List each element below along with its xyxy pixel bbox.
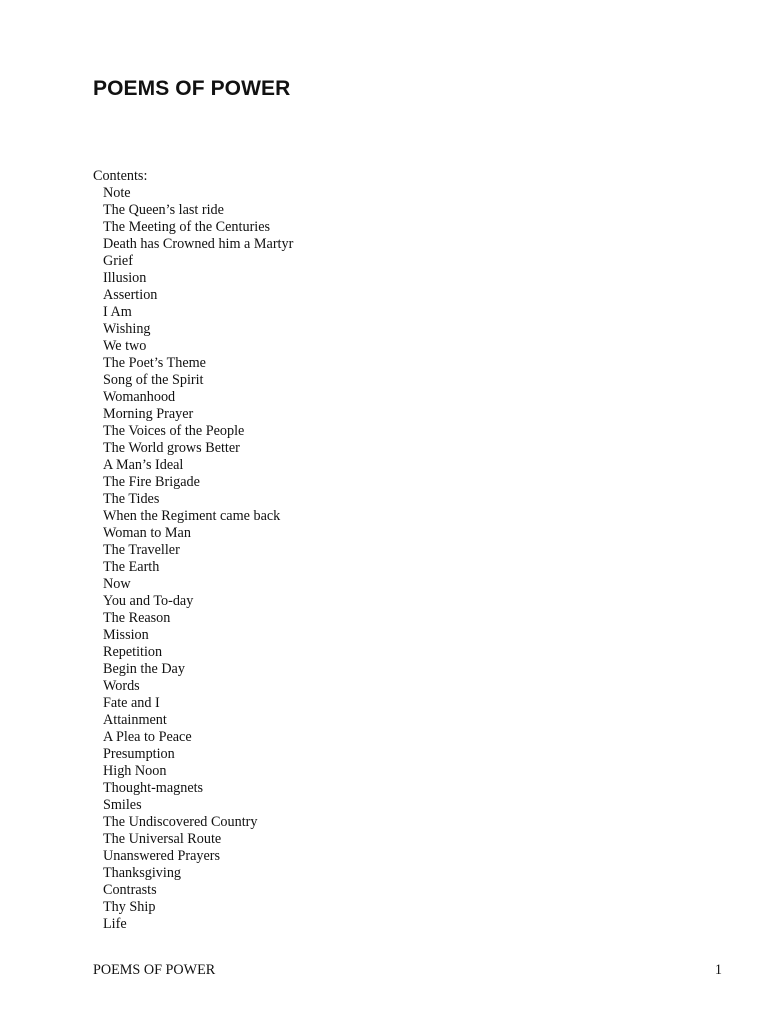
toc-entry[interactable]: We two [103,338,147,354]
toc-entry[interactable]: Contrasts [103,882,157,898]
toc-entry[interactable]: The Traveller [103,542,180,558]
toc-entry[interactable]: High Noon [103,763,167,779]
footer-page-number: 1 [714,962,722,978]
toc-entry[interactable]: Song of the Spirit [103,372,204,388]
toc-entry[interactable]: Womanhood [103,389,176,405]
toc-entry[interactable]: The Poet’s Theme [103,355,206,371]
toc-entry[interactable]: The Earth [103,559,160,575]
toc-entry[interactable]: Smiles [103,797,142,813]
toc-entry[interactable]: The Meeting of the Centuries [103,219,271,235]
toc-entry[interactable]: The Queen’s last ride [103,202,224,218]
toc-entry[interactable]: Note [103,185,131,201]
toc-entry[interactable]: The Reason [103,610,171,626]
toc-entry[interactable]: You and To-day [103,593,194,609]
toc-entry[interactable]: Thought-magnets [103,780,204,796]
toc-list [93,185,293,933]
toc-entry[interactable]: Life [103,916,127,932]
contents-heading: Contents: [93,168,148,184]
toc-entry[interactable]: Mission [103,627,149,643]
toc-entry[interactable]: Death has Crowned him a Martyr [103,236,294,252]
toc-entry[interactable]: Now [103,576,131,592]
toc-entry[interactable]: The World grows Better [103,440,240,456]
table-of-contents [93,168,293,933]
toc-entry[interactable]: The Undiscovered Country [103,814,258,830]
page-title: POEMS OF POWER [93,77,291,100]
toc-entry[interactable]: Morning Prayer [103,406,194,422]
toc-entry[interactable]: I Am [103,304,132,320]
toc-entry[interactable]: Repetition [103,644,163,660]
toc-entry[interactable]: A Plea to Peace [103,729,192,745]
toc-entry[interactable]: Assertion [103,287,158,303]
toc-entry[interactable]: Thy Ship [103,899,156,915]
toc-entry[interactable]: Grief [103,253,133,269]
toc-entry[interactable]: Thanksgiving [103,865,182,881]
toc-entry[interactable]: The Universal Route [103,831,222,847]
toc-entry[interactable]: Wishing [103,321,151,337]
toc-entry[interactable]: Fate and I [103,695,160,711]
toc-entry[interactable]: The Tides [103,491,160,507]
footer-running-title: POEMS OF POWER [93,962,216,978]
toc-entry[interactable]: When the Regiment came back [103,508,281,524]
toc-entry[interactable]: Presumption [103,746,175,762]
toc-entry[interactable]: Words [103,678,140,694]
toc-entry[interactable]: The Voices of the People [103,423,245,439]
toc-entry[interactable]: A Man’s Ideal [103,457,184,473]
toc-entry[interactable]: The Fire Brigade [103,474,200,490]
toc-entry[interactable]: Woman to Man [103,525,191,541]
toc-entry[interactable]: Unanswered Prayers [103,848,221,864]
toc-entry[interactable]: Begin the Day [103,661,185,677]
toc-entry[interactable]: Illusion [103,270,147,286]
toc-entry[interactable]: Attainment [103,712,167,728]
